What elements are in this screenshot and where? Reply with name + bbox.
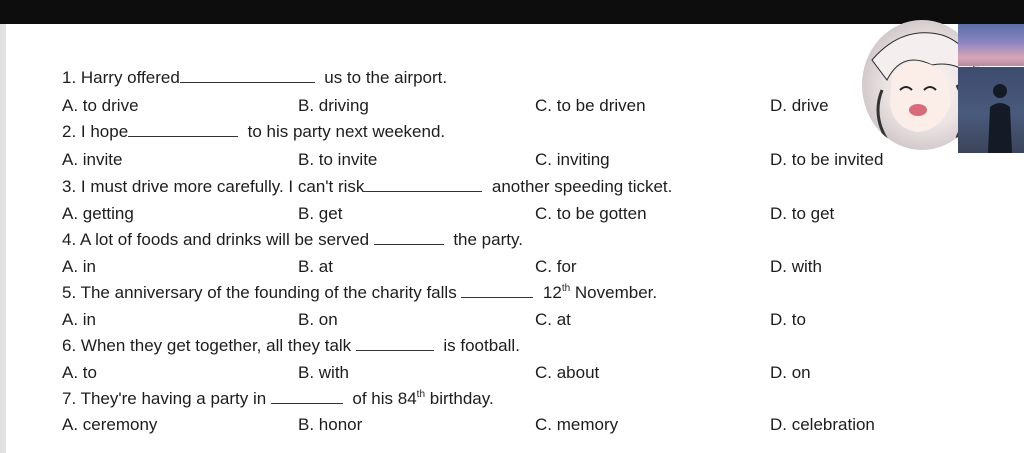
q7-option-d: D. celebration [770,415,875,434]
question-1-text-after: us to the airport. [324,68,448,87]
question-7-text-middle: of his 84 [352,389,417,408]
question-5-stem [62,283,657,303]
question-1-stem [62,68,447,88]
question-3-text-before: 3. I must drive more carefully. I can't risk [62,177,365,196]
question-6-text-after: is football. [443,336,520,355]
q1-option-c: C. to be driven [535,96,646,115]
q6-option-c: C. about [535,363,600,382]
q5-option-c: C. at [535,310,571,329]
question-2-text-after: to his party next weekend. [247,122,446,141]
question-6-stem [62,336,520,356]
q1-option-a: A. to drive [62,96,139,115]
answer-blank [180,68,315,83]
q3-option-a: A. getting [62,204,134,223]
q1-option-d: D. drive [770,96,829,115]
sunset-thumbnail [958,24,1024,66]
q6-option-d: D. on [770,363,811,382]
ordinal-suffix: th [561,283,571,294]
q3-option-c: C. to be gotten [535,204,647,223]
q7-option-b: B. honor [298,415,363,434]
answer-blank [364,177,482,192]
question-3-stem [62,177,672,197]
question-4-stem [62,230,523,250]
person-silhouette-icon [958,67,1024,153]
q6-option-a: A. to [62,363,97,382]
answer-blank [128,122,238,137]
q2-option-a: A. invite [62,150,123,169]
question-5-text-after: November. [574,283,658,302]
q7-option-c: C. memory [535,415,619,434]
answer-blank [271,389,343,404]
answer-blank [374,230,444,245]
question-2-text-before: 2. I hope [62,122,129,141]
question-7-text-after: birthday. [429,389,494,408]
question-5-date-number: 12 [542,283,562,302]
q2-option-c: C. inviting [535,150,610,169]
question-4-text-after: the party. [453,230,523,249]
left-page-edge [0,24,6,453]
q5-option-d: D. to [770,310,806,329]
question-5-text-before: 5. The anniversary of the founding of the charity falls [62,283,457,302]
question-2-stem [62,122,445,142]
answer-blank [461,283,533,298]
q4-option-a: A. in [62,257,97,276]
q5-option-b: B. on [298,310,338,329]
q4-option-c: C. for [535,257,577,276]
q1-option-b: B. driving [298,96,369,115]
answer-blank [356,336,434,351]
ordinal-suffix: th [416,389,426,400]
question-7-text-before: 7. They're having a party in [62,389,267,408]
q3-option-b: B. get [298,204,343,223]
question-7-stem [62,389,494,409]
q3-option-d: D. to get [770,204,835,223]
q6-option-b: B. with [298,363,350,382]
q7-option-a: A. ceremony [62,415,158,434]
question-3-text-after: another speeding ticket. [491,177,673,196]
question-6-text-before: 6. When they get together, all they talk [62,336,352,355]
q2-option-d: D. to be invited [770,150,884,169]
q2-option-b: B. to invite [298,150,378,169]
question-1-text-before: 1. Harry offered [62,68,180,87]
night-person-thumbnail [958,67,1024,153]
top-black-bar [0,0,1024,24]
question-4-text-before: 4. A lot of foods and drinks will be served [62,230,370,249]
q4-option-b: B. at [298,257,333,276]
q4-option-d: D. with [770,257,822,276]
q5-option-a: A. in [62,310,97,329]
